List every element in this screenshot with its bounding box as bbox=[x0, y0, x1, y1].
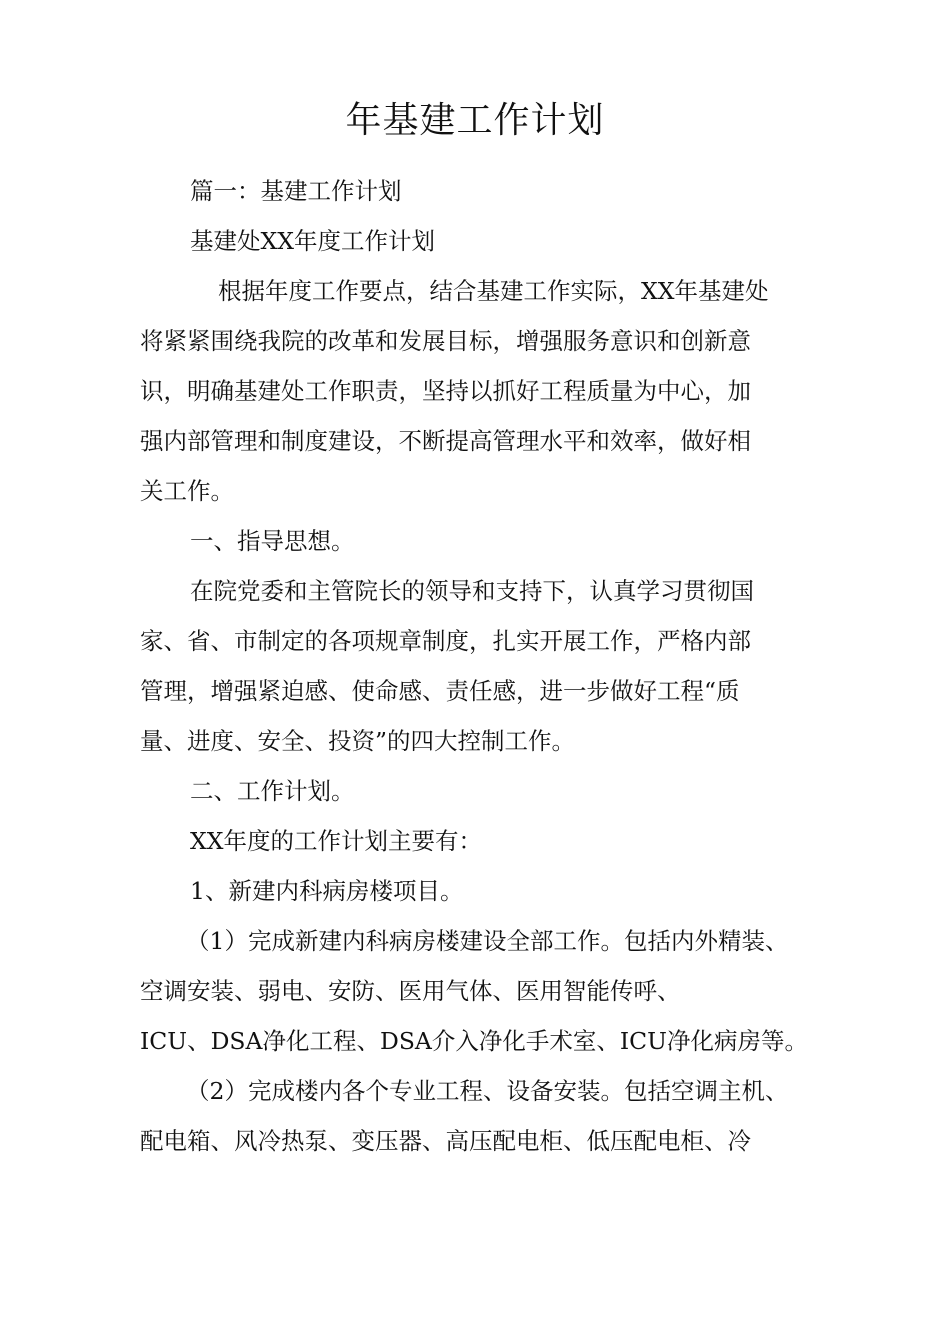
list-item-line: 空调安装、弱电、安防、医用气体、医用智能传呼、 bbox=[140, 977, 681, 1005]
paragraph-line: 管理，增强紧迫感、使命感、责任感，进一步做好工程“质 bbox=[140, 677, 740, 705]
paragraph-line: 识，明确基建处工作职责，坚持以抓好工程质量为中心，加 bbox=[140, 377, 751, 405]
paragraph-line: 将紧紧围绕我院的改革和发展目标，增强服务意识和创新意 bbox=[140, 327, 751, 355]
subtitle-line: 基建处XX年度工作计划 bbox=[190, 227, 435, 255]
list-heading: 1、新建内科病房楼项目。 bbox=[190, 877, 464, 905]
list-item-line: （1）完成新建内科病房楼建设全部工作。包括内外精装、 bbox=[186, 927, 789, 955]
document-title: 年基建工作计划 bbox=[345, 100, 605, 141]
document-body bbox=[140, 166, 840, 1166]
paragraph-line: 量、进度、安全、投资”的四大控制工作。 bbox=[140, 727, 576, 755]
section-heading: 一、指导思想。 bbox=[190, 527, 355, 555]
list-item-line: 配电箱、风冷热泵、变压器、高压配电柜、低压配电柜、冷 bbox=[140, 1127, 751, 1155]
paragraph-line: 在院党委和主管院长的领导和支持下，认真学习贯彻国 bbox=[190, 577, 754, 605]
paragraph-line: 根据年度工作要点，结合基建工作实际，XX年基建处 bbox=[218, 277, 769, 305]
section-heading: 二、工作计划。 bbox=[190, 777, 355, 805]
section-heading: 篇一：基建工作计划 bbox=[190, 177, 402, 205]
paragraph-line: 关工作。 bbox=[140, 477, 234, 505]
list-item-line: （2）完成楼内各个专业工程、设备安装。包括空调主机、 bbox=[186, 1077, 789, 1105]
paragraph-line: XX年度的工作计划主要有： bbox=[190, 827, 482, 855]
list-item-line: ICU、DSA净化工程、DSA介入净化手术室、ICU净化病房等。 bbox=[140, 1027, 808, 1055]
paragraph-line: 强内部管理和制度建设，不断提高管理水平和效率，做好相 bbox=[140, 427, 751, 455]
paragraph-line: 家、省、市制定的各项规章制度，扎实开展工作，严格内部 bbox=[140, 627, 751, 655]
